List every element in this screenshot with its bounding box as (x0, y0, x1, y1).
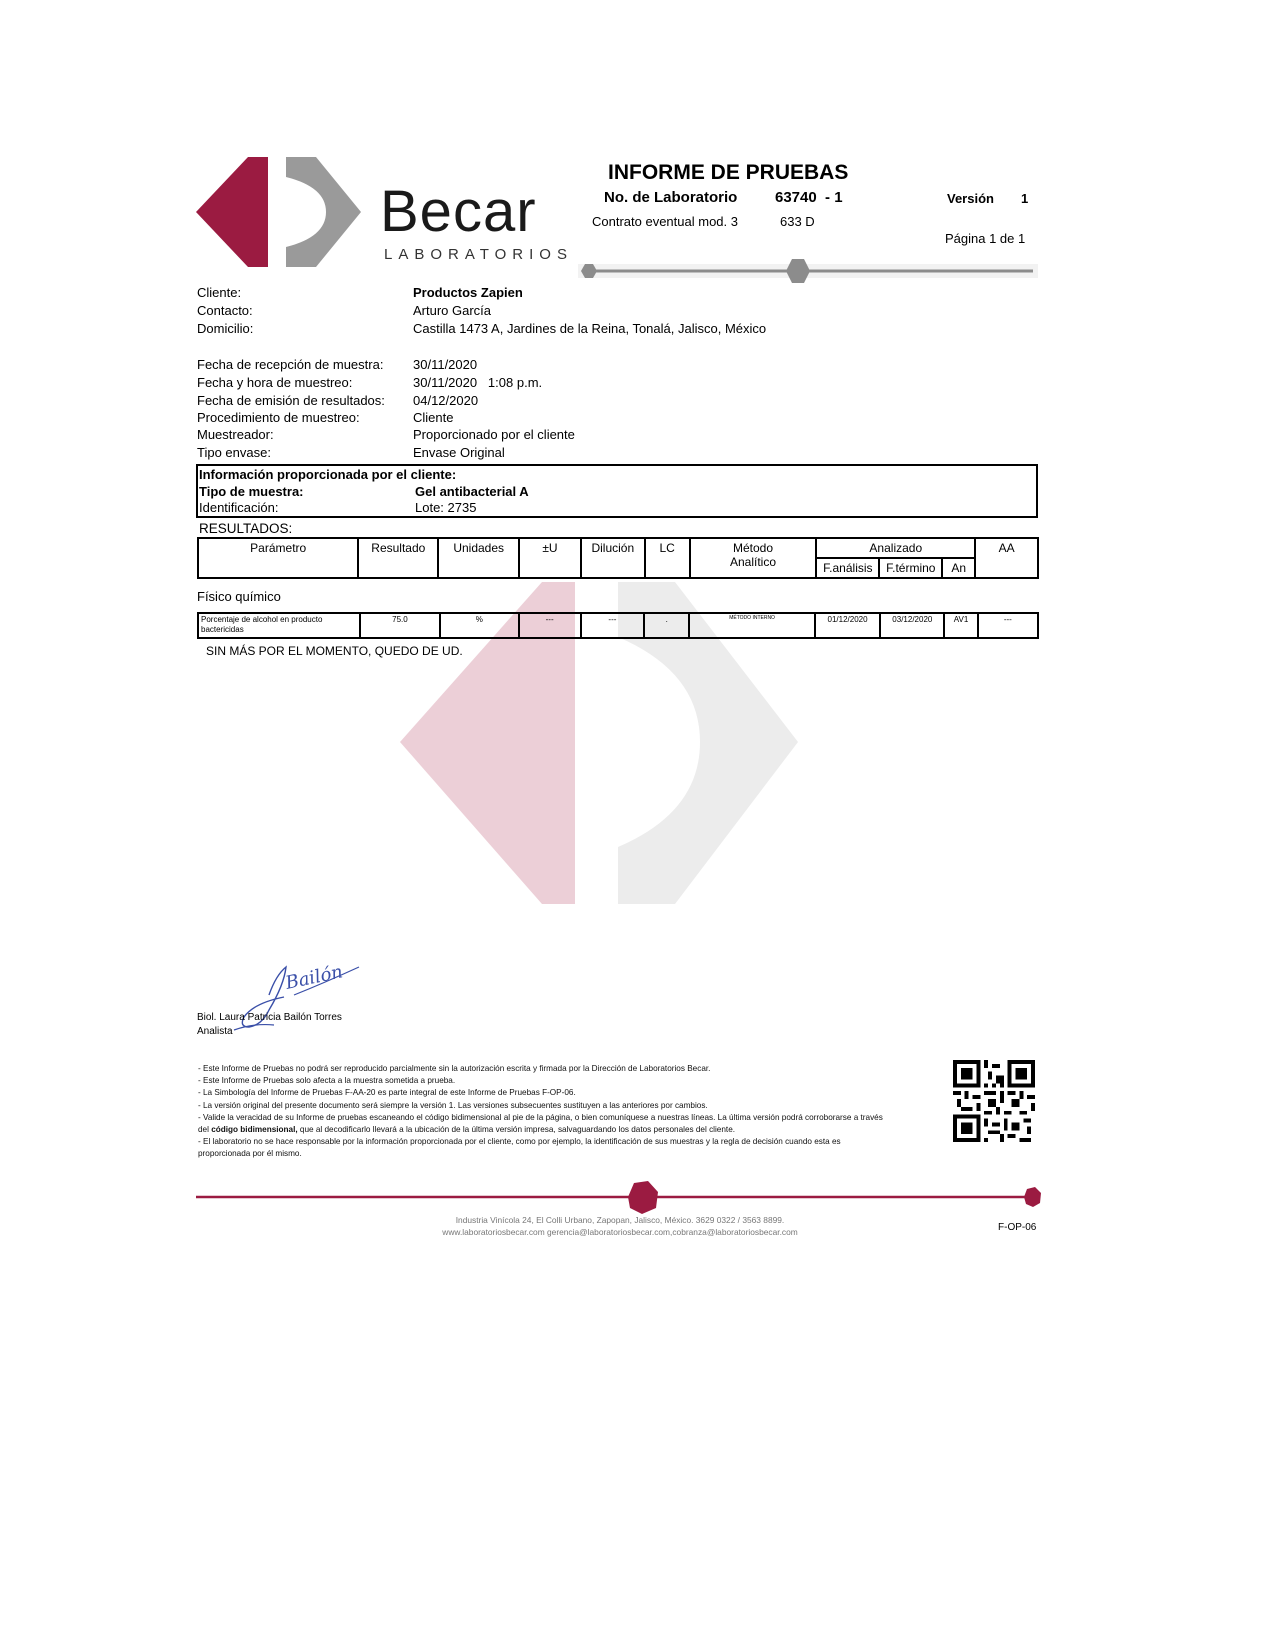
tipo-muestra-value: Gel antibacterial A (415, 484, 529, 499)
cell-f-termino: 03/12/2020 (880, 613, 944, 638)
contacto-label: Contacto: (197, 303, 253, 318)
becar-logo-icon (196, 157, 361, 267)
table-row (198, 613, 1038, 638)
col-parametro: Parámetro (198, 538, 358, 578)
col-f-termino: F.término (879, 558, 942, 578)
note-validate: - Valide la veracidad de su Informe de pruebas escaneando el código bidimensional al pie de la página, o bien comuníquese a nuestras líneas. La última versión podrá corroborarse a través del código bidimensional, que al decodificarlo llevará a la ubicación de la última versión impresa, salvaguardando los datos personales del cliente. (198, 1112, 883, 1135)
brand-name: Becar (380, 179, 537, 244)
reception-row (197, 356, 1037, 374)
contract-value: 633 D (780, 214, 815, 229)
envase-label: Tipo envase: (197, 445, 271, 460)
cliente-value: Productos Zapien (413, 285, 523, 300)
note-bold-code: código bidimensional, (211, 1125, 298, 1135)
report-title: INFORME DE PRUEBAS (608, 161, 849, 184)
signature-text: Bailón (283, 961, 345, 994)
sampler-row (197, 426, 1037, 444)
col-u: ±U (519, 538, 581, 578)
identificacion-label: Identificación: (199, 500, 279, 515)
issue-row (197, 392, 1037, 410)
procedimiento-value: Cliente (413, 410, 454, 425)
cell-metodo: MÉTODO INTERNO (689, 613, 815, 638)
note-line: - El laboratorio no se hace responsable por la información proporcionada por el cliente, como por ejemplo, la identificación de sus muestras y la regla de decisión cuando esta es proporcionada por él mismo. (198, 1137, 841, 1159)
muestreador-value: Proporcionado por el cliente (413, 427, 575, 442)
cell-u: --- (519, 613, 581, 638)
domicilio-label: Domicilio: (197, 321, 254, 336)
header-rail (578, 256, 1038, 286)
note-line: - La versión original del presente documento será siempre la versión 1. Las versiones subsecuentes sustituyen a las anteriores por cambios. (198, 1100, 708, 1110)
client-row (197, 284, 1037, 302)
client-info-heading: Información proporcionada por el cliente: (199, 467, 457, 482)
contract-label: Contrato eventual mod. 3 (592, 214, 738, 229)
contacto-value: Arturo García (413, 303, 492, 318)
note-line: - Este Informe de Pruebas solo afecta a la muestra sometida a prueba. (198, 1076, 456, 1086)
container-row (197, 444, 1037, 462)
col-analizado: Analizado (816, 538, 975, 558)
recepcion-label: Fecha de recepción de muestra: (197, 357, 384, 372)
col-f-analisis: F.análisis (816, 558, 879, 578)
emision-label: Fecha de emisión de resultados: (197, 393, 385, 408)
note-line: - La Simbología del Informe de Pruebas F-AA-20 es parte integral de este Informe de Pruebas F-OP-06. (198, 1088, 576, 1098)
footer-web[interactable]: www.laboratoriosbecar.com gerencia@laboratoriosbecar.com,cobranza@laboratoriosbecar.com (442, 1227, 798, 1237)
domicilio-value: Castilla 1473 A, Jardines de la Reina, Tonalá, Jalisco, México (413, 321, 767, 336)
cell-dilucion: --- (581, 613, 644, 638)
identificacion-value: Lote: 2735 (415, 500, 477, 515)
muestreo-label: Fecha y hora de muestreo: (197, 375, 353, 390)
col-metodo: Método Analítico (690, 538, 817, 578)
col-resultado: Resultado (358, 538, 438, 578)
col-an: An (942, 558, 975, 578)
legal-notes (198, 1063, 888, 1161)
procedimiento-label: Procedimiento de muestreo: (197, 410, 360, 425)
envase-value: Envase Original (413, 445, 505, 460)
version-value: 1 (1021, 191, 1029, 206)
cell-lc: . (644, 613, 689, 638)
cell-unidades: % (440, 613, 518, 638)
signer-name: Biol. Laura Patricia Bailón Torres (197, 1012, 342, 1023)
qr-code[interactable] (953, 1060, 1035, 1142)
lab-number-label: No. de Laboratorio (604, 189, 738, 206)
recepcion-value: 30/11/2020 (413, 357, 478, 372)
results-header-table (197, 537, 1039, 579)
tipo-muestra-label: Tipo de muestra: (199, 484, 304, 499)
form-code: F-OP-06 (998, 1222, 1037, 1233)
cell-parametro: Porcentaje de alcohol en producto bactericidas (198, 613, 360, 638)
note-line: - Este Informe de Pruebas no podrá ser reproducido parcialmente sin la autorización escrita y firmada por la Dirección de Laboratorios Becar. (198, 1064, 711, 1073)
col-aa: AA (975, 538, 1038, 578)
brand-subtitle: LABORATORIOS (384, 246, 573, 263)
cell-aa: --- (978, 613, 1038, 638)
contact-row (197, 302, 1037, 320)
version-label: Versión (947, 191, 994, 206)
results-title: RESULTADOS: (199, 521, 293, 536)
section-fisico-quimico: Físico químico (197, 589, 281, 604)
cell-f-analisis: 01/12/2020 (815, 613, 880, 638)
footer-address: Industria Vinícola 24, El Colli Urbano, Zapopan, Jalisco, México. 3629 0322 / 3563 8899. (455, 1215, 785, 1225)
col-dilucion: Dilución (581, 538, 645, 578)
muestreador-label: Muestreador: (197, 427, 274, 442)
cell-an: AV1 (944, 613, 977, 638)
col-unidades: Unidades (438, 538, 519, 578)
page-indicator: Página 1 de 1 (945, 231, 1026, 246)
signer-role: Analista (197, 1026, 233, 1037)
muestreo-value: 30/11/2020 1:08 p.m. (413, 375, 543, 390)
results-table (197, 612, 1039, 639)
footer-rail (196, 1178, 1041, 1214)
col-lc: LC (645, 538, 690, 578)
procedure-row (197, 409, 1037, 427)
signature-scribble (214, 955, 364, 1035)
cell-resultado: 75.0 (360, 613, 440, 638)
cliente-label: Cliente: (197, 285, 242, 300)
closing-text: SIN MÁS POR EL MOMENTO, QUEDO DE UD. (206, 644, 463, 658)
address-row (197, 320, 1037, 338)
client-info-box (196, 464, 1038, 518)
emision-value: 04/12/2020 (413, 393, 479, 408)
lab-number-value: 63740 - 1 (775, 189, 843, 206)
sampling-row (197, 374, 1037, 392)
